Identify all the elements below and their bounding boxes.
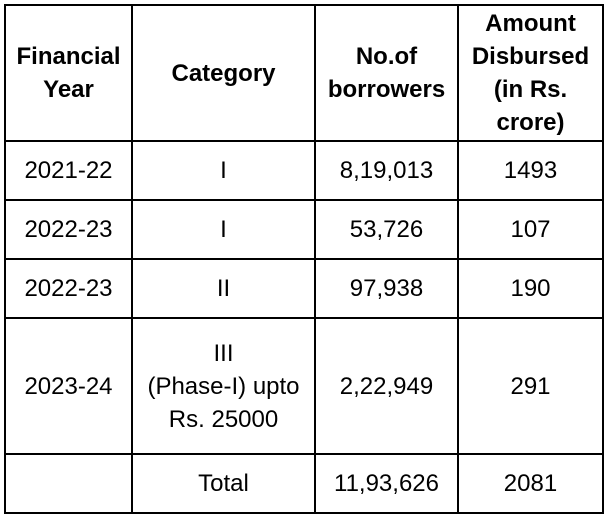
cell-financial-year: 2021-22 [5, 141, 132, 200]
cell-total-amount: 2081 [458, 454, 603, 513]
cell-amount: 190 [458, 259, 603, 318]
cell-amount: 291 [458, 318, 603, 454]
cell-total-label: Total [132, 454, 315, 513]
cell-category: I [132, 200, 315, 259]
cell-amount: 107 [458, 200, 603, 259]
cell-category: II [132, 259, 315, 318]
disbursement-table [4, 4, 604, 514]
total-row [5, 454, 603, 513]
table-row [5, 200, 603, 259]
cell-borrowers: 53,726 [315, 200, 458, 259]
header-category: Category [132, 5, 315, 141]
cell-borrowers: 97,938 [315, 259, 458, 318]
cell-category: I [132, 141, 315, 200]
table-row [5, 259, 603, 318]
cell-total-borrowers: 11,93,626 [315, 454, 458, 513]
header-row [5, 5, 603, 141]
cell-borrowers: 8,19,013 [315, 141, 458, 200]
disbursement-table-container [4, 4, 604, 514]
table-row [5, 141, 603, 200]
table-row [5, 318, 603, 454]
cell-financial-year: 2022-23 [5, 259, 132, 318]
cell-financial-year: 2022-23 [5, 200, 132, 259]
header-financial-year: Financial Year [5, 5, 132, 141]
cell-total-year-empty [5, 454, 132, 513]
cell-financial-year: 2023-24 [5, 318, 132, 454]
cell-borrowers: 2,22,949 [315, 318, 458, 454]
cell-amount: 1493 [458, 141, 603, 200]
cell-category: III (Phase-I) upto Rs. 25000 [132, 318, 315, 454]
header-amount-disbursed: Amount Disbursed (in Rs. crore) [458, 5, 603, 141]
header-no-of-borrowers: No.of borrowers [315, 5, 458, 141]
